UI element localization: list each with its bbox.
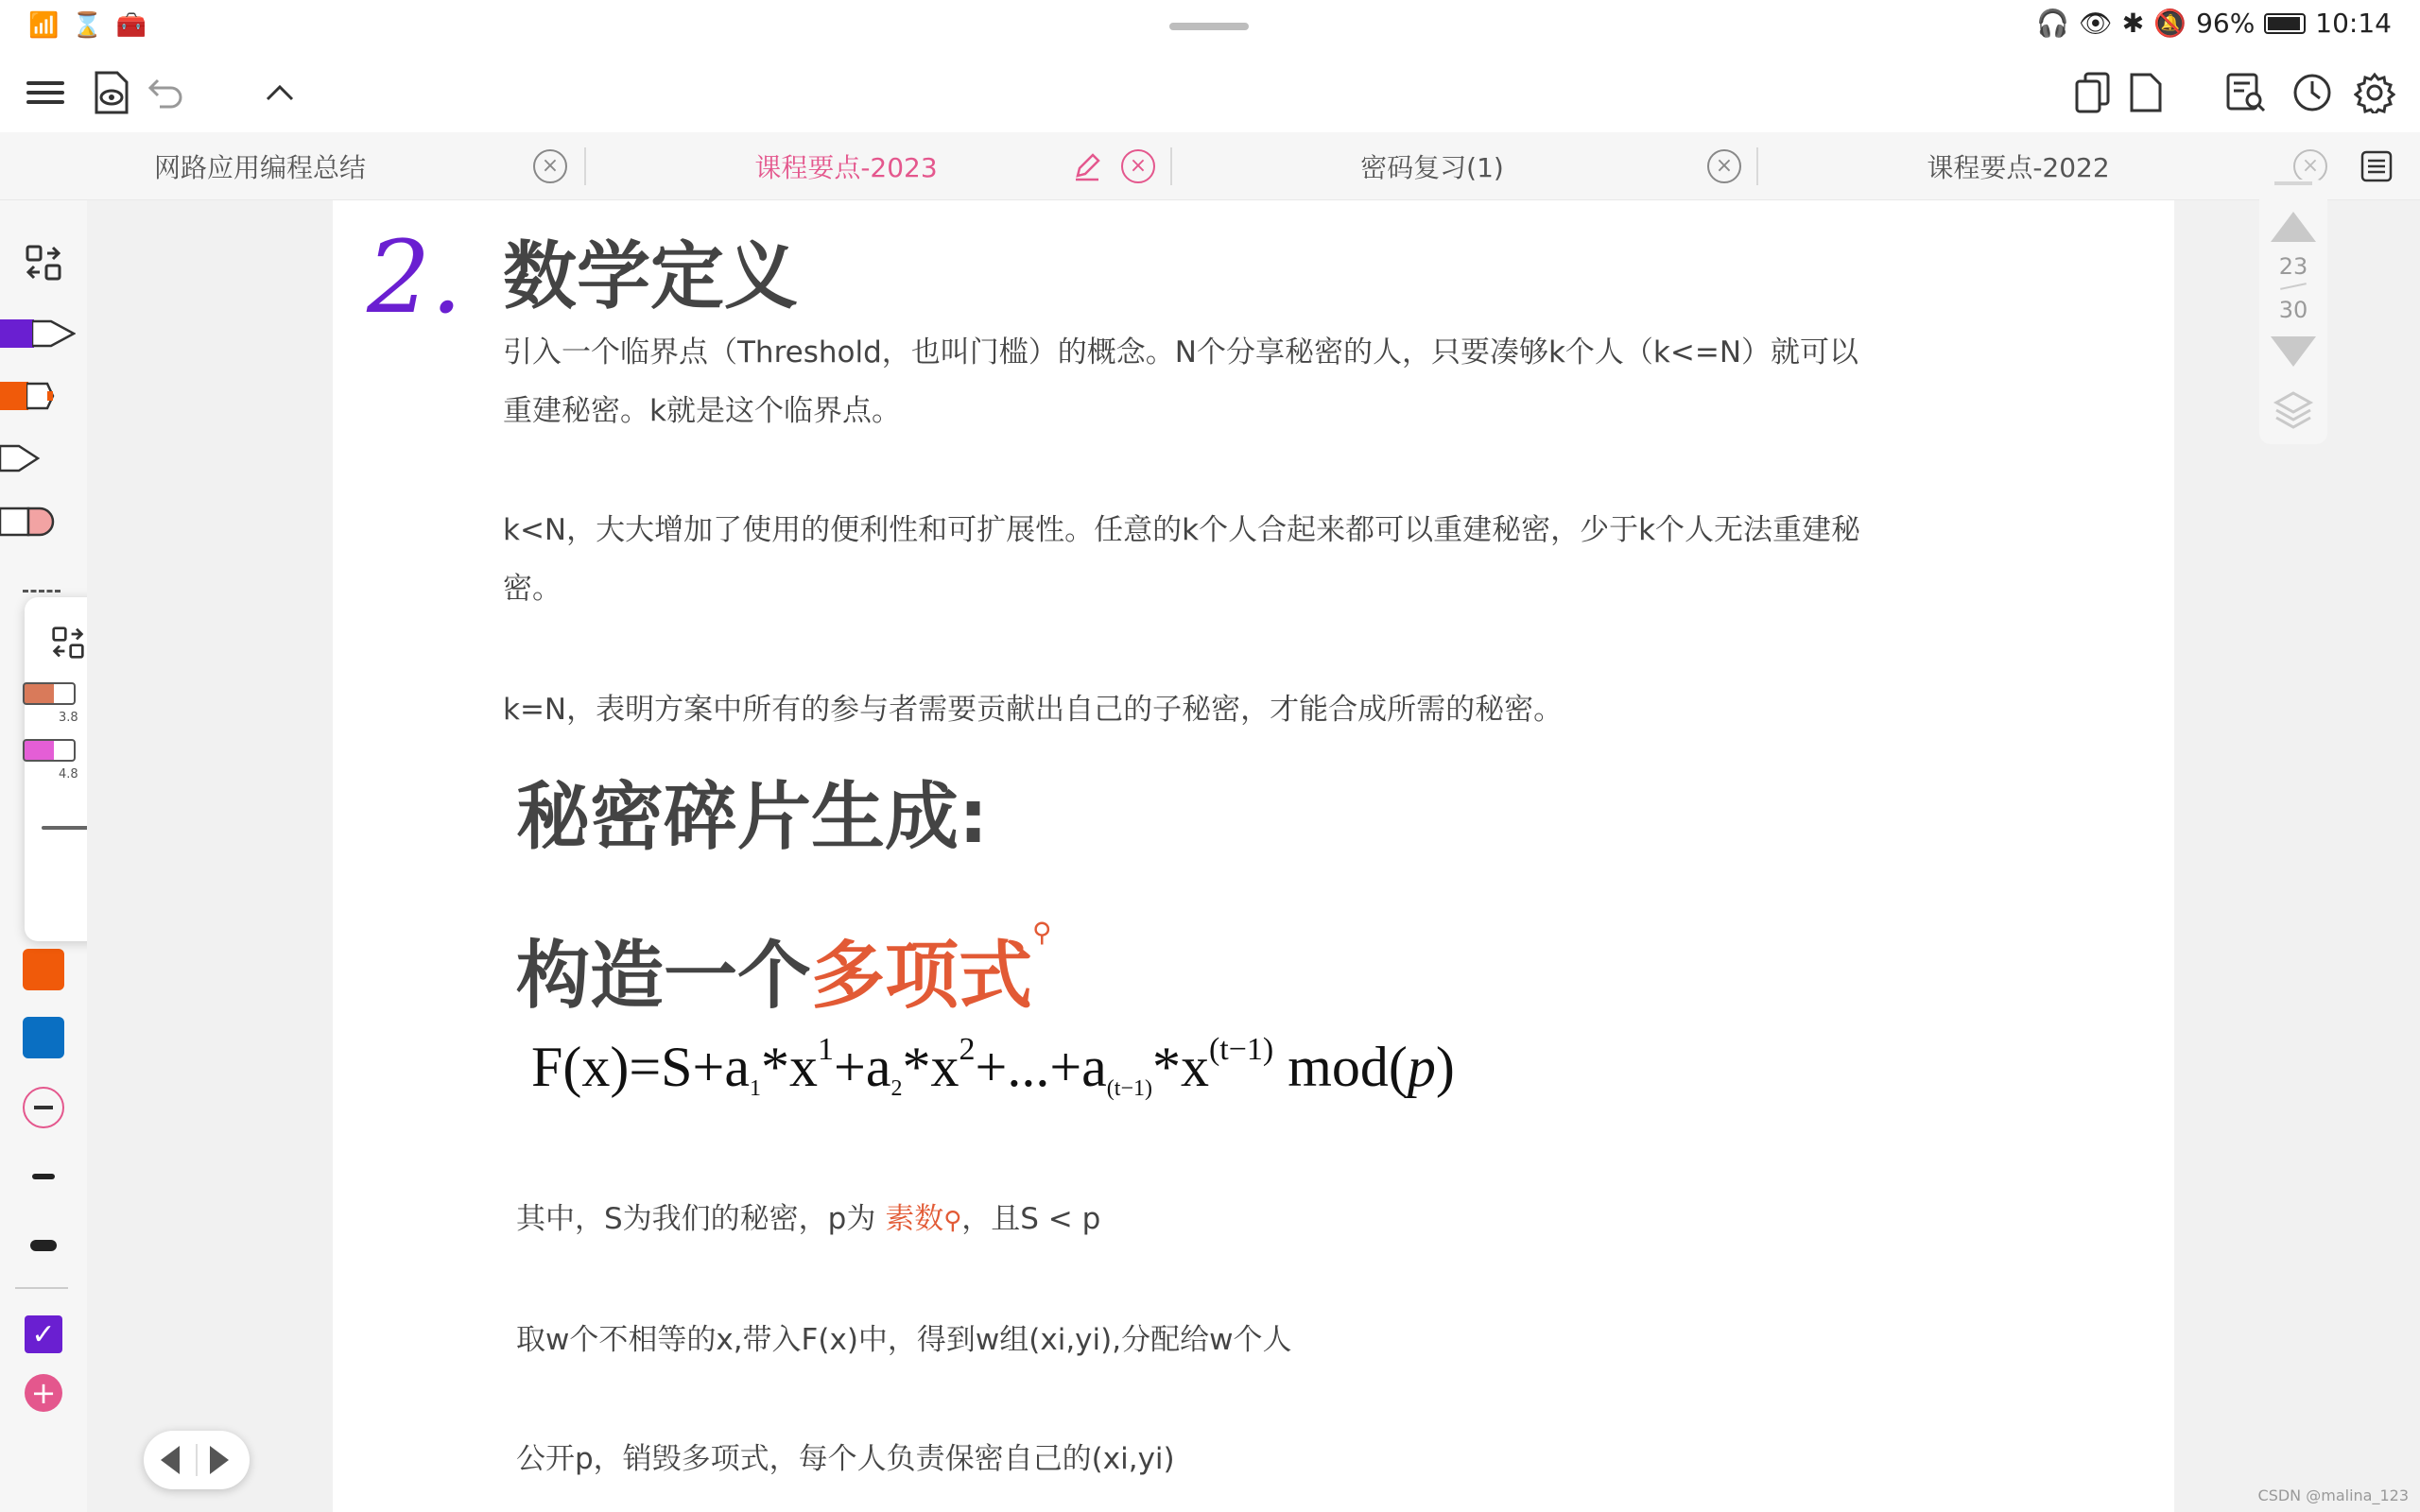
undo-icon[interactable]	[142, 68, 191, 117]
paragraph	[516, 1194, 1100, 1237]
marker-tool[interactable]	[0, 382, 57, 410]
formula-sup: 1	[818, 1032, 835, 1067]
formula-part: )	[1435, 1036, 1455, 1098]
toggle-tools-icon[interactable]	[19, 238, 68, 287]
toolbar	[0, 53, 2420, 132]
subheading	[516, 917, 1052, 1022]
lasso-tool[interactable]	[23, 590, 60, 593]
page-divider	[2280, 283, 2307, 290]
tab-label: 密码复习(1)	[1360, 152, 1504, 183]
close-tab-icon[interactable]: ×	[1121, 149, 1155, 183]
tab-course-points-2023[interactable]	[586, 132, 1106, 200]
formula-sup: (t−1)	[1208, 1032, 1274, 1067]
subheading-text: 构造一个	[516, 934, 812, 1019]
bluetooth-icon: ✱	[2121, 8, 2145, 39]
eye-icon: 👁	[2079, 8, 2113, 39]
pen-preset-1[interactable]	[23, 682, 76, 705]
panel-resize-handle[interactable]	[42, 826, 91, 830]
tab-network-programming[interactable]	[0, 132, 520, 200]
watermark: CSDN @malina_123	[2257, 1486, 2409, 1504]
total-pages: 30	[2278, 297, 2308, 323]
preview-icon[interactable]	[87, 68, 136, 117]
status-left-icons	[28, 11, 147, 40]
layers-icon[interactable]	[2273, 389, 2314, 431]
document-tab-bar	[0, 132, 2420, 200]
pill-divider	[196, 1444, 198, 1476]
stroke-thin[interactable]	[32, 1174, 55, 1179]
stroke-thick[interactable]	[30, 1240, 57, 1251]
close-tab-icon[interactable]: ×	[2293, 149, 2327, 183]
page-turn-pill	[144, 1431, 250, 1489]
close-tab-icon[interactable]: ×	[1707, 149, 1741, 183]
status-bar	[0, 0, 2420, 53]
dual-page-icon[interactable]	[2068, 68, 2118, 117]
tab-course-points-2022[interactable]	[1758, 132, 2278, 200]
text: ，且S < p	[961, 1202, 1101, 1236]
formula-sub: (t−1)	[1106, 1076, 1152, 1101]
pen-size-label: 4.8	[59, 767, 78, 782]
current-page-number: 23	[2278, 253, 2308, 280]
handwritten-annotation: 2.	[367, 219, 463, 335]
paragraph: 引入一个临界点（Threshold，也叫门槛）的概念。N个分享秘密的人，只要凑够k个人（k<=N）就可以重建秘密。k就是这个临界点。	[503, 335, 1859, 428]
formula-sup: 2	[959, 1032, 976, 1067]
fountain-pen-tool[interactable]	[0, 319, 76, 348]
previous-page-icon[interactable]	[2271, 212, 2316, 242]
tab-label: 网路应用编程总结	[153, 152, 366, 183]
search-icon[interactable]: ⚲	[943, 1207, 962, 1235]
menu-icon[interactable]	[21, 68, 70, 117]
polynomial-link[interactable]: 多项式	[811, 934, 1033, 1019]
rail-divider	[15, 1287, 68, 1289]
paragraph: k<N，大大增加了使用的便利性和可扩展性。任意的k个人合起来都可以重建秘密，少于k个人无法重建秘密。	[503, 513, 1861, 606]
formula-sub: 2	[890, 1076, 903, 1101]
add-pen-icon[interactable]: +	[25, 1374, 62, 1412]
formula-part: *x	[902, 1036, 959, 1098]
drag-handle[interactable]	[1169, 23, 1249, 30]
tab-label: 课程要点-2022	[1927, 152, 2110, 183]
color-swatch-orange[interactable]	[23, 949, 64, 990]
left-page-gutter	[87, 200, 333, 1512]
formula-part: mod(	[1273, 1036, 1408, 1098]
search-icon[interactable]: ⚲	[1032, 917, 1052, 948]
formula-var: p	[1407, 1036, 1436, 1098]
decrease-size-icon[interactable]	[23, 1087, 64, 1128]
section-heading: 数学定义	[503, 234, 799, 319]
hourglass-icon: ⌛	[72, 11, 103, 40]
formula-part: +...+a	[975, 1036, 1107, 1098]
page-icon[interactable]	[2121, 68, 2170, 117]
next-page-icon[interactable]	[2271, 336, 2316, 367]
page-back-icon[interactable]	[161, 1446, 180, 1474]
paragraph: 公开p，销毁多项式，每个人负责保密自己的(xi,yi)	[516, 1442, 1175, 1476]
formula-part: *x	[1151, 1036, 1209, 1098]
pen-preset-2[interactable]	[23, 739, 76, 762]
pagenav-handle[interactable]	[2274, 181, 2312, 185]
tab-list-icon[interactable]	[2352, 142, 2401, 191]
settings-gear-icon[interactable]	[2350, 68, 2399, 117]
collapse-toolbar-icon[interactable]	[255, 68, 304, 117]
clock: 10:14	[2315, 8, 2392, 39]
formula-part: +a	[834, 1036, 891, 1098]
tab-label: 课程要点-2023	[754, 152, 938, 183]
note-page[interactable]	[333, 200, 2174, 1512]
formula-sub: 1	[750, 1076, 762, 1101]
paragraph: 取w个不相等的x,带入F(x)中，得到w组(xi,yi),分配给w个人	[516, 1323, 1292, 1357]
text: 其中，S为我们的秘密，p为	[516, 1202, 886, 1236]
battery-percent: 96%	[2196, 8, 2256, 39]
page-forward-icon[interactable]	[210, 1446, 229, 1474]
pencil-tool[interactable]	[0, 444, 43, 472]
history-icon[interactable]	[2288, 68, 2337, 117]
eraser-tool[interactable]	[0, 507, 57, 535]
formula-part: F(x)=S+a	[531, 1036, 751, 1098]
app-icon: 🧰	[115, 11, 147, 40]
close-tab-icon[interactable]: ×	[533, 149, 567, 183]
checkbox-icon[interactable]: ✓	[25, 1315, 62, 1353]
rename-pencil-icon[interactable]	[1063, 142, 1112, 191]
pen-size-label: 3.8	[59, 711, 78, 725]
color-swatch-blue[interactable]	[23, 1017, 64, 1058]
formula-part: *x	[761, 1036, 819, 1098]
wifi-icon: 📶	[28, 11, 60, 40]
prime-number-link[interactable]: 素数	[885, 1202, 944, 1236]
section-heading: 秘密碎片生成:	[516, 775, 989, 860]
headphones-icon: 🎧	[2036, 8, 2070, 39]
toggle-tools-icon[interactable]	[43, 618, 93, 667]
search-document-icon[interactable]	[2221, 68, 2271, 117]
paragraph: k=N，表明方案中所有的参与者需要贡献出自己的子秘密，才能合成所需的秘密。	[503, 693, 1564, 727]
page-navigator	[2259, 180, 2327, 444]
polynomial-formula	[531, 1032, 1455, 1102]
mute-icon: 🔕	[2153, 8, 2187, 39]
status-right	[2036, 8, 2392, 39]
battery-icon	[2264, 13, 2306, 34]
tab-crypto-review[interactable]	[1172, 132, 1692, 200]
